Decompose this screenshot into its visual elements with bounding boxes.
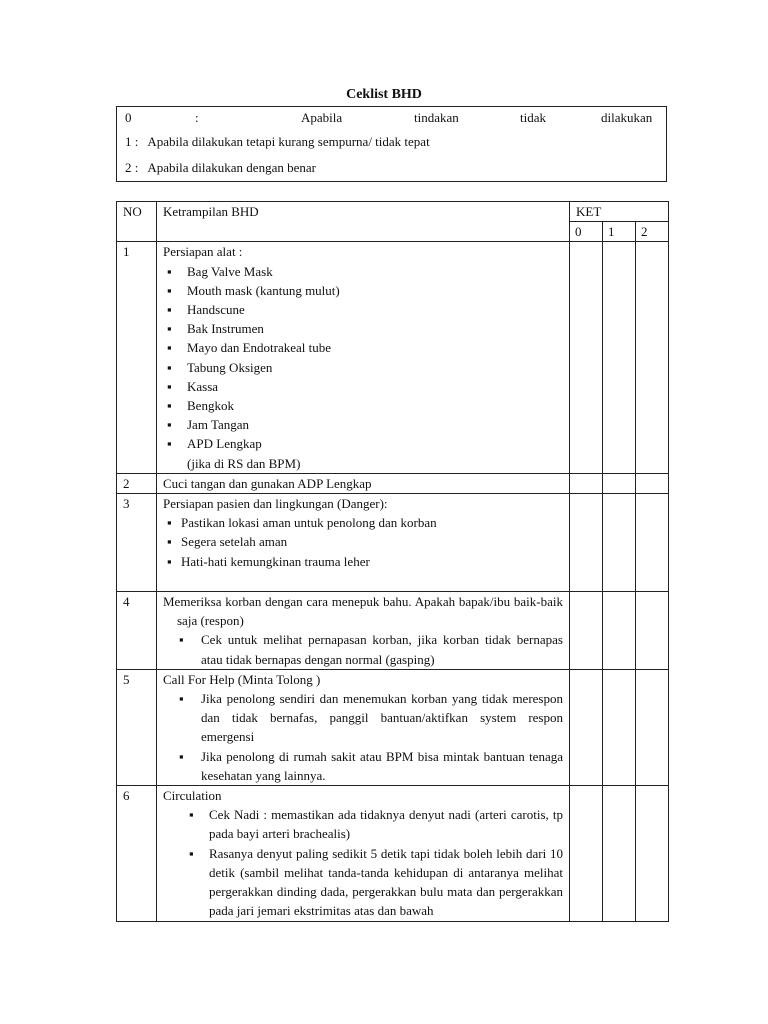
row-number: 2	[117, 473, 157, 493]
header-ket-0: 0	[570, 222, 603, 242]
ket-cell-0[interactable]	[570, 473, 603, 493]
legend-word: Apabila	[301, 110, 343, 125]
list-item: ▪ Jika penolong sendiri dan menemukan korban yang tidak merespon dan tidak bernafas, panggil bantuan/aktifkan system respon emergensi	[163, 689, 563, 747]
list-item: ▪ Cek Nadi : memastikan ada tidaknya denyut nadi (arteri carotis, tp pada bayi arteri brachealis)	[163, 805, 563, 843]
row-number: 5	[117, 669, 157, 785]
table-row	[117, 494, 669, 592]
ket-cell-2[interactable]	[636, 494, 669, 592]
item-note: (jika di RS dan BPM)	[187, 455, 301, 471]
list-item: ▪ Tabung Oksigen	[163, 358, 563, 377]
list-item: ▪ Handscune	[163, 300, 563, 319]
ket-cell-1[interactable]	[603, 669, 636, 785]
row-content	[157, 242, 570, 473]
legend-row-1: 1 : Apabila dilakukan tetapi kurang sempurna/ tidak tepat	[125, 134, 430, 149]
legend-row-0	[125, 108, 660, 128]
ket-cell-1[interactable]	[603, 494, 636, 592]
row-content	[157, 669, 570, 785]
list-item: ▪ Jam Tangan	[163, 415, 563, 434]
ket-cell-2[interactable]	[636, 473, 669, 493]
ket-cell-1[interactable]	[603, 592, 636, 670]
header-row	[117, 202, 669, 222]
ket-cell-0[interactable]	[570, 592, 603, 670]
list-item: ▪ Bengkok	[163, 396, 563, 415]
row-heading: Cuci tangan dan gunakan ADP Lengkap	[157, 473, 570, 493]
list-item: ▪ Bag Valve Mask	[163, 262, 563, 281]
list-item: ▪ Pastikan lokasi aman untuk penolong dan korban	[163, 513, 563, 532]
legend-word: tindakan	[414, 110, 459, 125]
list-item: ▪ Mayo dan Endotrakeal tube	[163, 338, 563, 357]
list-item: ▪ Cek untuk melihat pernapasan korban, jika korban tidak bernapas atau tidak bernapas dengan normal (gasping)	[163, 630, 563, 668]
row-number: 3	[117, 494, 157, 592]
list-item: ▪ APD Lengkap	[163, 434, 563, 453]
ket-cell-0[interactable]	[570, 669, 603, 785]
row-heading: Circulation	[163, 788, 222, 804]
legend-colon: :	[195, 110, 199, 125]
ket-cell-2[interactable]	[636, 242, 669, 473]
row-heading: Call For Help (Minta Tolong )	[163, 671, 321, 687]
table-row	[117, 473, 669, 493]
row-number: 1	[117, 242, 157, 473]
row-content	[157, 592, 570, 670]
ket-cell-1[interactable]	[603, 242, 636, 473]
header-skill: Ketrampilan BHD	[157, 202, 570, 242]
list-item: ▪ Jika penolong di rumah sakit atau BPM bisa mintak bantuan tenaga kesehatan yang lainnya.	[163, 747, 563, 785]
header-ket-1: 1	[603, 222, 636, 242]
legend-word: tidak	[520, 110, 546, 125]
checklist-table	[116, 201, 669, 922]
header-ket-2: 2	[636, 222, 669, 242]
ket-cell-0[interactable]	[570, 786, 603, 921]
legend-score-0: 0	[125, 110, 132, 125]
row-content	[157, 786, 570, 921]
row-heading: Persiapan alat :	[163, 244, 243, 260]
ket-cell-0[interactable]	[570, 242, 603, 473]
list-item: ▪ Hati-hati kemungkinan trauma leher	[163, 552, 563, 571]
row-number: 6	[117, 786, 157, 921]
ket-cell-2[interactable]	[636, 669, 669, 785]
row-heading: Memeriksa korban dengan cara menepuk bahu. Apakah bapak/ibu baik-baik saja (respon)	[163, 594, 563, 629]
row-number: 4	[117, 592, 157, 670]
list-item: ▪ Segera setelah aman	[163, 532, 563, 551]
ket-cell-1[interactable]	[603, 473, 636, 493]
table-row	[117, 786, 669, 921]
score-legend	[116, 106, 667, 182]
list-item: ▪ Rasanya denyut paling sedikit 5 detik tapi tidak boleh lebih dari 10 detik (sambil melihat tanda-tanda kehidupan di antaranya melihat pergerakkan dinding dada, pergerakkan bulu mata dan pergerakkan pada jari jemari ekstrimitas atas dan bawah	[163, 844, 563, 921]
header-no: NO	[117, 202, 157, 242]
table-row	[117, 669, 669, 785]
ket-cell-2[interactable]	[636, 786, 669, 921]
legend-row-2: 2 : Apabila dilakukan dengan benar	[125, 160, 316, 175]
list-item: ▪ Mouth mask (kantung mulut)	[163, 281, 563, 300]
table-row	[117, 242, 669, 473]
table-row	[117, 592, 669, 670]
legend-word: dilakukan	[601, 110, 653, 125]
page-title: Ceklist BHD	[346, 87, 422, 102]
row-content	[157, 494, 570, 592]
ket-cell-0[interactable]	[570, 494, 603, 592]
ket-cell-2[interactable]	[636, 592, 669, 670]
list-item: ▪ Bak Instrumen	[163, 319, 563, 338]
ket-cell-1[interactable]	[603, 786, 636, 921]
header-ket: KET	[570, 202, 669, 222]
list-item: ▪ Kassa	[163, 377, 563, 396]
row-heading: Persiapan pasien dan lingkungan (Danger):	[163, 496, 388, 512]
